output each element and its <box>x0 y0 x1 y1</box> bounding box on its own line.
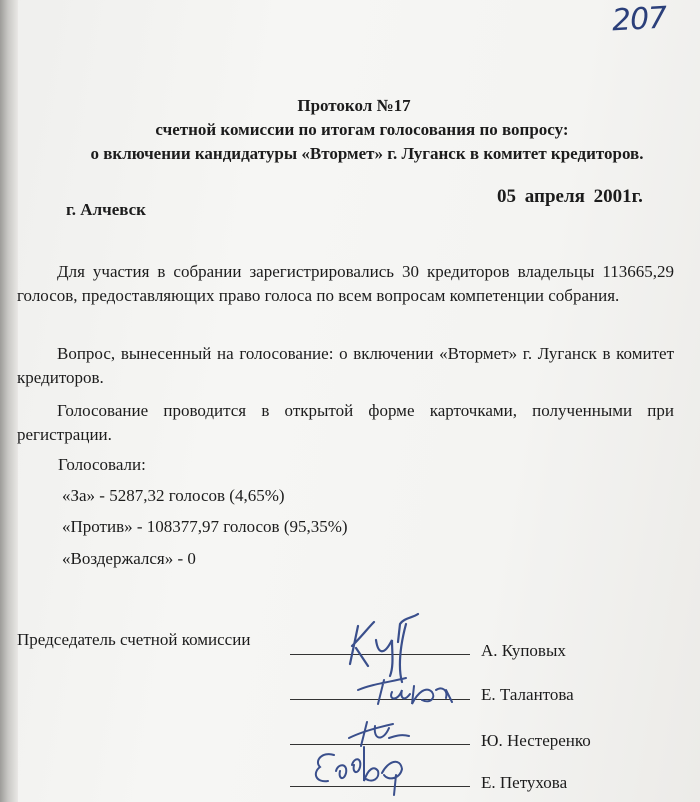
document-subtitle: счетной комиссии по итогам голосования по вопросу: <box>155 120 569 139</box>
vote-against: «Против» - 108377,97 голосов (95,35%) <box>62 517 348 536</box>
page-number: 207 <box>611 0 668 39</box>
chair-label: Председатель счетной комиссии <box>17 630 251 649</box>
date: 05 апреля 2001г. <box>497 186 643 207</box>
signature-petukhova <box>308 735 418 799</box>
paragraph-registration: Для участия в собрании зарегистрировались 30 кредиторов владельцы 113665,29 голосов, предоставляющих право голоса по всем вопросам компетенции собрания. <box>17 262 674 305</box>
signatory-name: А. Куповых <box>481 641 566 660</box>
document-topic: о включении кандидатуры «Втормет» г. Луганск в комитет кредиторов. <box>90 144 644 163</box>
vote-abstained: «Воздержался» - 0 <box>62 549 196 568</box>
vote-for: «За» - 5287,32 голосов (4,65%) <box>62 486 285 505</box>
signatory-name: Ю. Нестеренко <box>481 731 591 750</box>
paragraph-question: Вопрос, вынесенный на голосование: о включении «Втормет» г. Луганск в комитет кредиторов. <box>17 344 674 387</box>
signatory-name: Е. Петухова <box>481 773 568 792</box>
document-title: Протокол №17 <box>297 96 411 115</box>
votes-heading: Голосовали: <box>58 455 146 474</box>
city: г. Алчевск <box>66 200 146 219</box>
signature-talantova <box>352 660 462 708</box>
signatory-name: Е. Талантова <box>481 685 574 704</box>
paragraph-form: Голосование проводится в открытой форме карточками, полученными при регистрации. <box>17 401 674 444</box>
